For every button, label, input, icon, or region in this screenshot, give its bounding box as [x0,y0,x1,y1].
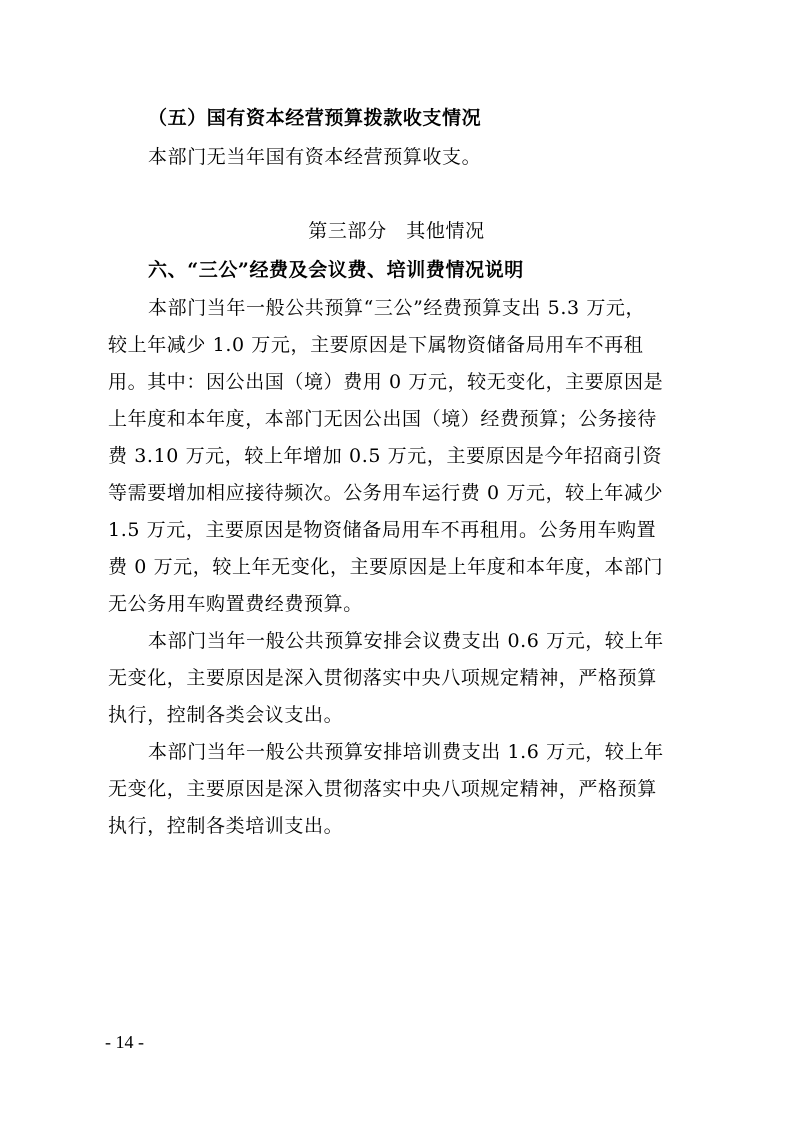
paragraph-line: 上年度和本年度，本部门无因公出国（境）经费预算；公务接待 [108,408,657,430]
paragraph-line: 本部门当年一般公共预算“三公”经费预算支出 5.3 万元， [148,297,646,319]
paragraph-line: 费 0 万元，较上年无变化，主要原因是上年度和本年度，本部门 [108,556,664,578]
paragraph-line: 执行，控制各类会议支出。 [108,704,344,726]
section6-heading: 六、“三公”经费及会议费、培训费情况说明 [148,259,524,281]
section5-text: 本部门无当年国有资本经营预算收支。 [148,146,482,168]
paragraph-line: 无公务用车购置费经费预算。 [108,593,363,615]
paragraph-line: 本部门当年一般公共预算安排会议费支出 0.6 万元，较上年 [148,630,664,652]
paragraph-line: 费 3.10 万元，较上年增加 0.5 万元，主要原因是今年招商引资 [108,445,663,467]
part3-title: 第三部分 其他情况 [308,220,485,242]
page-number: - 14 - [105,1032,144,1052]
paragraph-line: 无变化，主要原因是深入贯彻落实中央八项规定精神，严格预算 [108,667,657,689]
paragraph-line: 无变化，主要原因是深入贯彻落实中央八项规定精神，严格预算 [108,778,657,800]
paragraph-line: 用。其中：因公出国（境）费用 0 万元，较无变化，主要原因是 [108,371,664,393]
paragraph-line: 本部门当年一般公共预算安排培训费支出 1.6 万元，较上年 [148,741,664,763]
paragraph-line: 较上年减少 1.0 万元，主要原因是下属物资储备局用车不再租 [108,334,644,356]
paragraph-line: 执行，控制各类培训支出。 [108,815,344,837]
paragraph-line: 等需要增加相应接待频次。公务用车运行费 0 万元，较上年减少 [108,482,664,504]
paragraph-line: 1.5 万元，主要原因是物资储备局用车不再租用。公务用车购置 [108,519,657,541]
section5-heading: （五）国有资本经营预算拨款收支情况 [148,107,482,129]
